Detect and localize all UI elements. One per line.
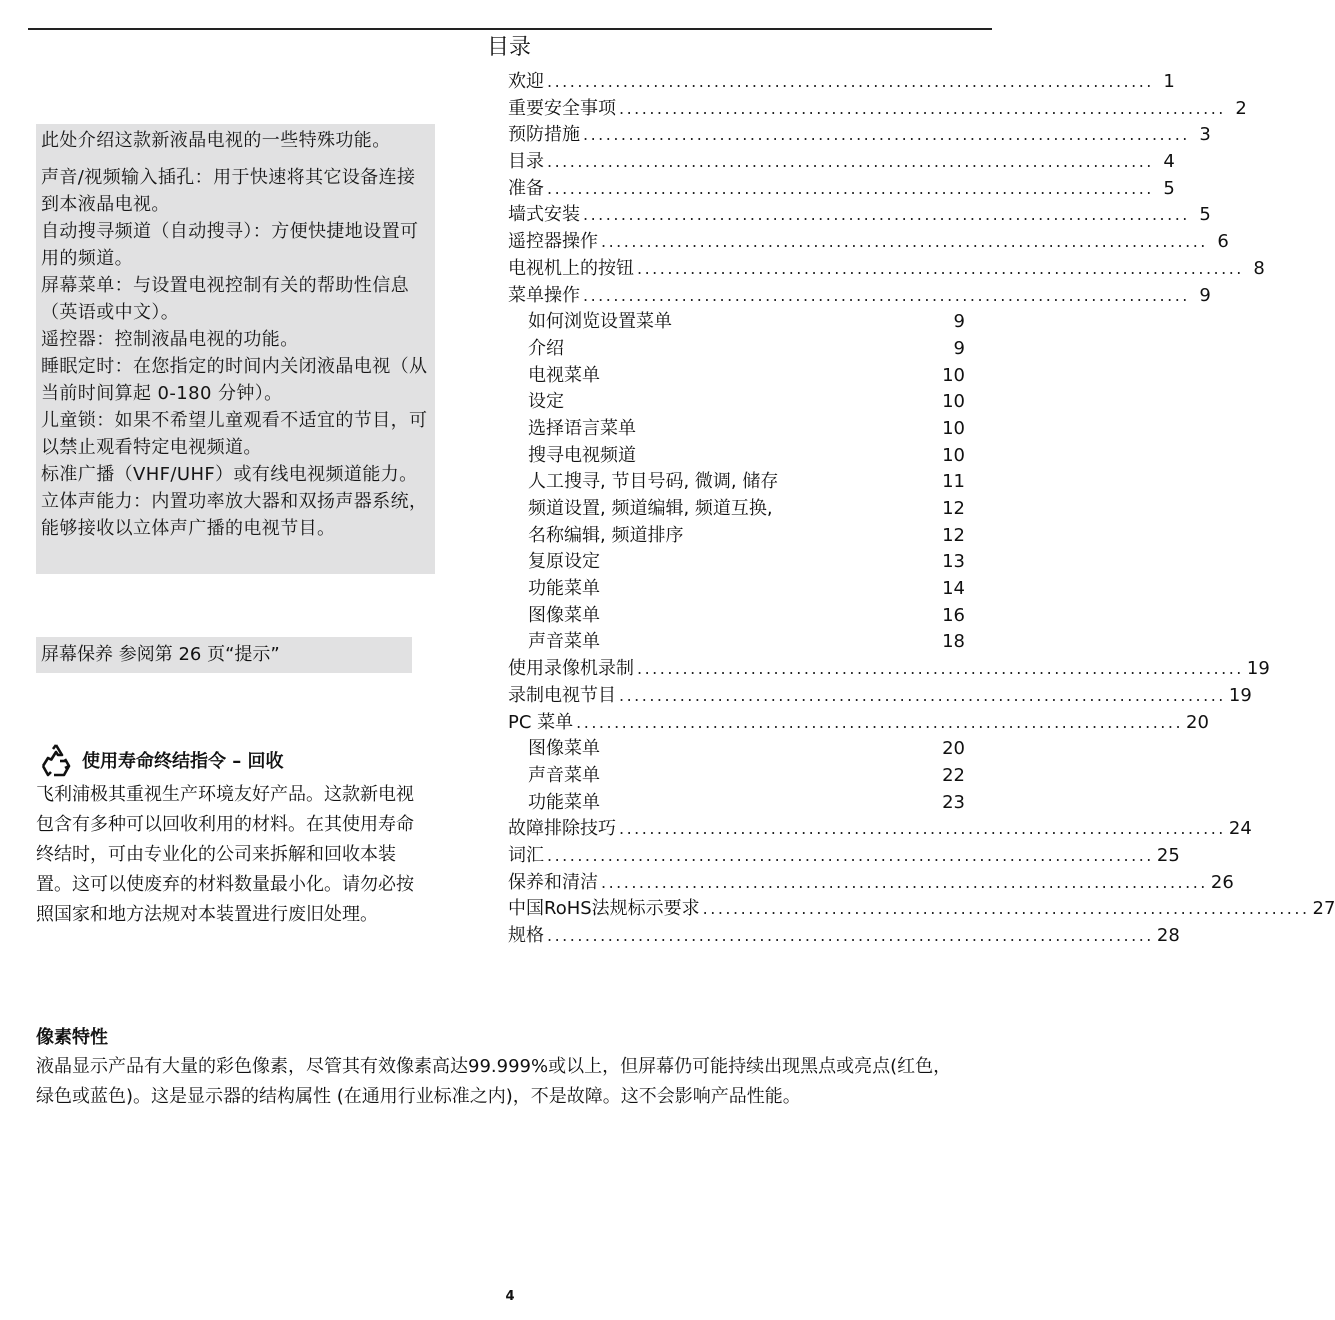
toc-entry-page: 22 [942,764,965,786]
dot-leader: ................................................................................ [601,232,1208,252]
toc-entry-page: 5 [1163,177,1175,199]
toc-entry-title: 介绍 [528,337,564,359]
toc-entry-title: 菜单操作 [508,284,580,306]
features-lead: 此处介绍这款新液晶电视的一些特殊功能。 [41,130,391,151]
pixel-text: 液晶显示产品有大量的彩色像素，尽管其有效像素高达99.999%或以上，但屏幕仍可能持续出现黑点或亮点(红色，绿色或蓝色)。这是显示器的结构属性 (在通用行业标准之内)，不是故障。这不会影响产品性能。 [36,1056,952,1107]
dot-leader: ................................................................................ [619,98,1226,118]
dot-leader: ................................................................................ [547,845,1154,865]
toc-entry-title: 中国RoHS法规标示要求 [508,898,700,920]
toc-entry-title: 规格 [508,925,544,946]
feature-item: 遥控器：控制液晶电视的功能。 [41,329,299,350]
toc-entry-title: 图像菜单 [528,604,600,626]
toc-entry-title: 准备 [508,177,544,199]
toc-entry-title: 功能菜单 [528,578,600,600]
dot-leader: ................................................................................ [576,712,1184,732]
pixel-body [36,1052,966,1112]
toc-entry [508,710,1209,737]
toc-entry-title: 功能菜单 [528,791,600,813]
toc-entry [508,923,1180,950]
toc-entry-title: 欢迎 [508,71,544,92]
feature-item: 儿童锁：如果不希望儿童观看不适宜的节目，可以禁止观看特定电视频道。 [41,410,428,458]
toc-subentry [508,763,965,790]
toc-entry-page: 4 [1163,151,1175,173]
toc-entry-page: 10 [942,444,965,466]
toc-entry [508,176,1175,203]
toc-entry-page: 13 [942,551,965,573]
toc-entry-title: 图像菜单 [528,738,600,760]
toc-entry-title: 复原设定 [528,551,600,573]
toc-entry-title: 目录 [508,151,544,173]
dot-leader: ................................................................................ [547,152,1154,172]
toc-entry [508,229,1229,256]
toc-entry [508,96,1247,123]
toc-entry-title: 故障排除技巧 [508,818,616,840]
toc-entry-page: 20 [942,738,965,760]
toc-entry-page: 23 [942,791,965,813]
recycle-icon [36,740,76,780]
toc-subentry [508,389,965,416]
toc-entry-page: 19 [1228,684,1252,706]
toc-entry-title: 声音菜单 [528,631,600,653]
toc-entry-title: 录制电视节目 [508,684,616,706]
toc-entry [508,870,1234,897]
toc-entry [508,683,1252,710]
toc-subentry [508,603,965,630]
recycle-body [36,780,416,930]
toc-entry-title: 频道设置, 频道编辑, 频道互换, [528,498,773,519]
toc-entry-title: 名称编辑, 频道排序 [528,524,684,546]
dot-leader: ................................................................................ [601,872,1208,892]
toc-entry-page: 9 [1199,284,1211,306]
dot-leader: ................................................................................ [583,125,1190,145]
toc-entry [508,816,1252,843]
toc-entry-title: 如何浏览设置菜单 [528,311,672,333]
toc-entry [508,149,1175,176]
toc-entry-page: 20 [1186,711,1209,733]
recycle-text: 飞利浦极其重视生产环境友好产品。这款新电视包含有多种可以回收利用的材料。在其使用寿命终结时，可由专业化的公司来拆解和回收本装置。这可以使废弃的材料数量最小化。请勿必按照国家和地方法规对本装置进行废旧处理。 [36,784,414,925]
toc-entry-title: 词汇 [508,844,544,866]
toc-subentry [508,549,965,576]
page-number: 4 [505,1289,515,1304]
toc-entry [508,843,1180,870]
toc-entry-title: 墙式安装 [508,204,580,226]
toc-entry-page: 6 [1217,231,1229,253]
feature-item: 睡眠定时：在您指定的时间内关闭液晶电视（从当前时间算起 0-180 分钟）。 [41,356,428,404]
toc-entry-page: 28 [1156,925,1180,946]
toc-entry-page: 5 [1199,204,1211,226]
toc-subentry [508,576,965,603]
toc-subentry [508,736,965,763]
toc-subentry [508,309,965,336]
toc-entry-title: 声音菜单 [528,764,600,786]
toc-entry-title: 重要安全事项 [508,97,616,119]
top-rule [28,28,992,30]
feature-item: 声音/视频输入插孔：用于快速将其它设备连接到本液晶电视。 [41,167,416,215]
toc-entry-title: 人工搜寻, 节目号码, 微调, 储存 [528,471,779,493]
toc-entry [508,283,1211,310]
toc-entry-page: 25 [1156,844,1180,866]
toc-entry-page: 12 [942,524,965,546]
toc-entry-page: 10 [942,364,965,386]
toc-subentry [508,790,965,817]
dot-leader: ................................................................................ [547,72,1154,91]
dot-leader: ................................................................................ [637,659,1244,679]
toc-subentry [508,336,965,363]
toc-entry [508,656,1270,683]
toc-subentry [508,416,965,443]
toc-entry-title: 选择语言菜单 [528,417,636,439]
recycle-heading-row [36,740,284,780]
dot-leader: ................................................................................ [702,899,1310,919]
toc-entry-page: 10 [942,391,965,413]
dot-leader: ................................................................................ [619,685,1226,705]
toc-entry [508,122,1211,149]
toc-subentry [508,469,965,496]
toc-entry [508,896,1335,923]
table-of-contents [508,69,1335,950]
toc-entry-page: 14 [942,578,965,600]
toc-entry-title: 电视机上的按钮 [508,257,634,279]
toc-entry [508,202,1211,229]
toc-entry-page: 10 [942,417,965,439]
toc-subentry [508,523,965,550]
toc-entry-page: 16 [942,604,965,626]
toc-subentry [508,629,965,656]
toc-entry-page: 19 [1246,658,1270,680]
toc-entry-page: 9 [953,311,965,333]
toc-entry [508,69,1175,96]
toc-entry-page: 26 [1210,871,1234,893]
toc-entry-page: 2 [1235,97,1247,119]
toc-entry-page: 24 [1228,818,1252,840]
dot-leader: ................................................................................ [547,178,1154,198]
toc-entry-page: 8 [1253,257,1265,279]
dot-leader: ................................................................................ [583,205,1190,225]
toc-entry-page: 1 [1163,71,1175,92]
toc-entry-page: 9 [953,337,965,359]
feature-item: 立体声能力：内置功率放大器和双扬声器系统，能够接收以立体声广播的电视节目。 [41,491,428,539]
toc-entry-title: 遥控器操作 [508,231,598,253]
features-box [36,124,435,574]
feature-item: 标准广播（VHF/UHF）或有线电视频道能力。 [41,464,418,485]
toc-entry [508,256,1265,283]
screen-care-note: 屏幕保养 参阅第 26 页“提示” [36,637,412,673]
dot-leader: ................................................................................ [637,258,1244,278]
toc-entry-page: 11 [942,471,965,493]
recycle-heading: 使用寿命终结指令 – 回收 [82,751,284,772]
toc-entry-page: 12 [942,498,965,519]
toc-entry-page: 27 [1312,898,1335,920]
toc-entry-title: PC 菜单 [508,711,574,733]
pixel-heading: 像素特性 [36,1027,108,1048]
feature-item: 屏幕菜单：与设置电视控制有关的帮助性信息（英语或中文）。 [41,275,409,323]
toc-subentry [508,496,965,523]
dot-leader: ................................................................................ [619,819,1226,839]
toc-entry-page: 3 [1199,124,1211,146]
toc-entry-title: 预防措施 [508,124,580,146]
toc-heading: 目录 [487,35,532,60]
toc-subentry [508,363,965,390]
feature-item: 自动搜寻频道（自动搜寻）：方便快捷地设置可用的频道。 [41,221,419,269]
toc-subentry [508,443,965,470]
dot-leader: ................................................................................ [583,285,1190,305]
toc-entry-title: 搜寻电视频道 [528,444,636,466]
toc-entry-title: 设定 [528,391,564,413]
toc-entry-page: 18 [942,631,965,653]
toc-entry-title: 保养和清洁 [508,871,598,893]
dot-leader: ................................................................................ [547,926,1154,945]
toc-entry-title: 使用录像机录制 [508,658,634,680]
toc-entry-title: 电视菜单 [528,364,600,386]
